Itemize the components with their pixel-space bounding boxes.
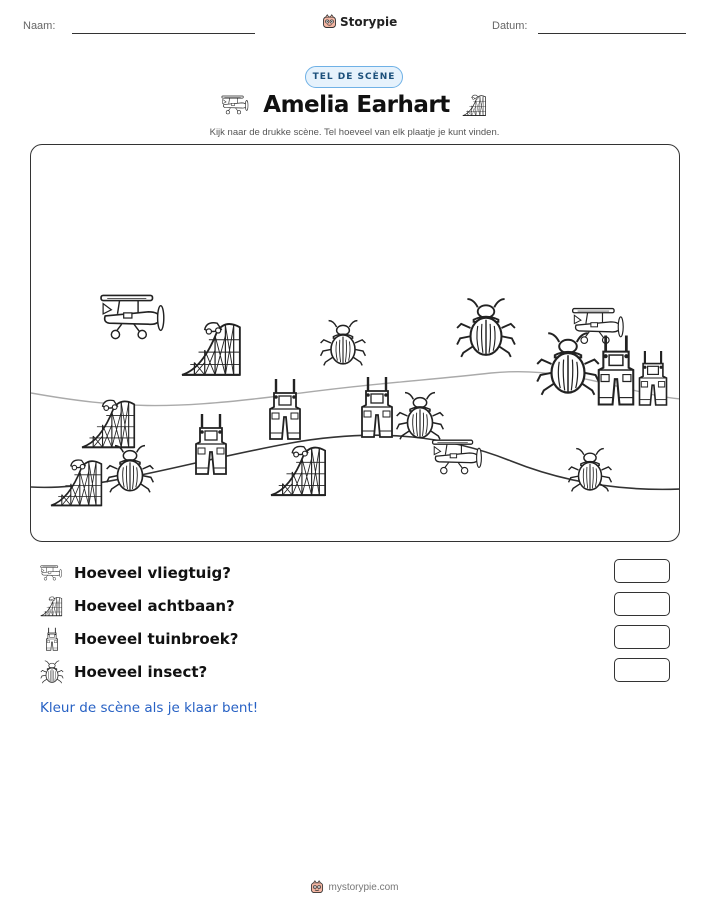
instructions: Kijk naar de drukke scène. Tel hoeveel van elk plaatje je kunt vinden. <box>209 127 500 138</box>
date-line[interactable] <box>538 33 686 34</box>
name-label: Naam: <box>23 20 56 32</box>
overalls-icon <box>599 336 634 405</box>
answer-box-roller-coaster[interactable] <box>614 592 670 616</box>
overalls-icon <box>270 379 300 439</box>
roller-coaster-icon <box>82 400 134 447</box>
question-text: Hoeveel vliegtuig? <box>74 564 231 582</box>
beetle-icon <box>397 393 444 440</box>
counting-scene <box>30 144 680 542</box>
answer-box-airplane[interactable] <box>614 559 670 583</box>
beetle-icon <box>40 660 64 684</box>
question-text: Hoeveel tuinbroek? <box>74 630 239 648</box>
question-overalls <box>40 625 670 653</box>
overalls-icon <box>196 414 226 474</box>
airplane-icon <box>433 440 482 474</box>
coloring-note: Kleur de scène als je klaar bent! <box>40 700 259 716</box>
beetle-icon <box>107 446 154 493</box>
activity-badge: TEL DE SCÈNE <box>305 66 403 88</box>
answer-box-beetle[interactable] <box>614 658 670 682</box>
title-row <box>0 92 709 118</box>
airplane-icon <box>221 94 251 116</box>
roller-coaster-icon <box>271 446 325 495</box>
roller-coaster-icon <box>182 323 240 375</box>
roller-coaster-icon <box>51 460 101 505</box>
footer-url[interactable]: mystorypie.com <box>328 881 399 893</box>
airplane-icon <box>40 561 64 585</box>
brand-name: Storypie <box>340 14 398 29</box>
beetle-icon <box>457 299 515 357</box>
footer <box>0 880 709 894</box>
name-line[interactable] <box>72 33 255 34</box>
date-label: Datum: <box>492 20 528 32</box>
question-airplane <box>40 559 670 587</box>
question-text: Hoeveel achtbaan? <box>74 597 235 615</box>
overalls-icon <box>640 351 667 405</box>
question-text: Hoeveel insect? <box>74 663 208 681</box>
storypie-mascot-icon <box>322 14 337 29</box>
roller-coaster-icon <box>40 594 64 618</box>
overalls-icon <box>40 627 64 651</box>
beetle-icon <box>321 321 366 366</box>
airplane-icon <box>101 295 164 338</box>
storypie-logo <box>322 14 397 29</box>
question-beetle <box>40 658 670 686</box>
question-roller-coaster <box>40 592 670 620</box>
page-title: Amelia Earhart <box>263 92 450 118</box>
beetle-icon <box>537 333 599 395</box>
roller-coaster-icon <box>462 92 488 118</box>
storypie-mascot-icon <box>310 880 324 894</box>
scene-drawing <box>31 145 680 542</box>
answer-box-overalls[interactable] <box>614 625 670 649</box>
